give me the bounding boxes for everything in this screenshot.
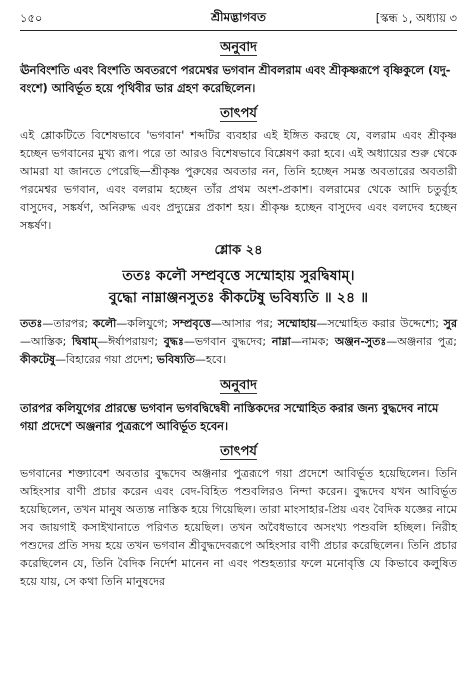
translation-text: তারপর কলিযুগের প্রারম্ভে ভগবান ভগবদ্বিদ্বেষী নাস্তিকদের সম্মোহিত করার জন্য বুদ্ধদেব নামে গয়া প্রদেশে অঞ্জনার পুত্ররূপে আবির্ভূত হবেন। xyxy=(20,401,439,433)
synonym-meaning: —হবে। xyxy=(194,353,227,366)
chapter-location: [স্কন্ধ ১, অধ্যায় ৩ xyxy=(375,11,457,25)
synonym-meaning: —ঈর্ষাপরায়ণ; xyxy=(97,335,164,348)
synonym-meaning: —কলিযুগে; xyxy=(116,317,173,330)
synonym-meaning: —আস্তিক; xyxy=(20,335,73,348)
synonym-meaning: —তারপর; xyxy=(42,317,93,330)
synonym-meaning: —বিহারের গয়া প্রদেশ; xyxy=(55,353,157,366)
word-synonyms xyxy=(20,315,457,369)
synonym-word: অঞ্জন-সুতঃ xyxy=(334,335,387,348)
book-title: শ্রীমদ্ভাগবত xyxy=(210,10,266,24)
purport-heading: তাৎপর্য xyxy=(220,444,257,459)
translation-heading: অনুবাদ xyxy=(220,378,257,393)
translation-text: ঊনবিংশতি এবং বিংশতি অবতরণে পরমেশ্বর ভগবান শ্রীবলরাম এবং শ্রীকৃষ্ণরূপে বৃষ্ণিকুলে (যদু-বংশে) আবির্ভূত হয়ে পৃথিবীর ভার গ্রহণ করেছিলেন। xyxy=(20,63,451,95)
synonym-word: বুদ্ধঃ xyxy=(163,335,184,348)
synonym-word: কীকটেষু xyxy=(20,353,56,366)
synonym-word: নাম্না xyxy=(271,335,291,348)
synonym-meaning: —আসার পর; xyxy=(210,317,278,330)
verse-line-1: ততঃ কলৌ সম্প্রবৃত্তে সম্মোহায় সুরদ্বিষাম্। xyxy=(122,268,355,284)
synonym-meaning: —অঞ্জনার পুত্র; xyxy=(386,335,458,348)
page-header xyxy=(20,6,457,31)
synonym-word: সম্প্রবৃত্তে xyxy=(172,317,211,330)
synonym-word: সম্মোহায় xyxy=(277,317,317,330)
synonym-meaning: —ভগবান বুদ্ধদেব; xyxy=(183,335,272,348)
synonym-word: দ্বিষাম্ xyxy=(72,335,98,348)
verse-line-2: বুদ্ধো নাম্নাঞ্জনসুতঃ কীকটেষু ভবিষ্যতি ॥ ২৪ ॥ xyxy=(108,290,369,306)
synonym-word: ততঃ xyxy=(20,317,43,330)
translation-heading: অনুবাদ xyxy=(220,40,257,55)
synonym-word: ভবিষ্যতি xyxy=(156,353,195,366)
verse-title: শ্লোক ২৪ xyxy=(214,243,263,258)
synonym-word: কলৌ xyxy=(92,317,117,330)
purport-heading: তাৎপর্য xyxy=(220,106,257,121)
purport-text: এই শ্লোকটিতে বিশেষভাবে 'ভগবান' শব্দটির ব্যবহার এই ইঙ্গিত করছে যে, বলরাম এবং শ্রীকৃষ্ণ হচ্ছেন ভগবানের মুখ্য রূপ। পরে তা আরও বিশেষভাবে বিশ্লেষণ করা হবে। এই অধ্যায়ের শুরু থেকে আমরা যা জানতে পেরেছি—শ্রীকৃষ্ণ পুরুষের অবতার নন, তিনি হচ্ছেন সমস্ত অবতারের অবতারী পরমেশ্বর ভগবান, এবং বলরাম হচ্ছেন তাঁর প্রথম অংশ-প্রকাশ। বলরামের থেকে আদি চতুর্ব্যূহ বাসুদেব, সঙ্কর্ষণ, অনিরুদ্ধ এবং প্রদ্যুম্নের প্রকাশ হয়। শ্রীকৃষ্ণ হচ্ছেন বাসুদেব এবং বলদেব হচ্ছেন সঙ্কর্ষণ। xyxy=(20,129,457,232)
page-number: ১৫০ xyxy=(20,11,43,25)
purport-text: ভগবানের শক্ত্যাবেশ অবতার বুদ্ধদেব অঞ্জনার পুত্ররূপে গয়া প্রদেশে আবির্ভূত হয়েছিলেন। তিনি অহিংসার বাণী প্রচার করেন এবং বেদ-বিহিত পশুবলিরও নিন্দা করেন। বুদ্ধদেব যখন আবির্ভূত হয়েছিলেন, তখন মানুষ অত্যন্ত নাস্তিক হয়ে গিয়েছিল। তারা মাংসাহার-প্রিয় এবং বৈদিক যজ্ঞের নামে সব জায়গাই কসাইখানাতে পরিণত হয়েছিল। তখন অবৈধভাবে অসংখ্য পশুবলি হচ্ছিল। নিরীহ পশুদের প্রতি সদয় হয়ে তখন ভগবান শ্রীবুদ্ধদেবরূপে অহিংসার বাণী প্রচার করেছিলেন। তিনি প্রচার করেছিলেন যে, তিনি বৈদিক নির্দেশ মানেন না এবং পশুহত্যার ফলে মনোবৃত্তি যে কিভাবে কলুষিত হয়ে যায়, সে কথা তিনি মানুষদের xyxy=(20,467,457,588)
synonym-meaning: —নামক; xyxy=(290,335,335,348)
synonym-word: সুর xyxy=(443,317,457,330)
synonym-meaning: —সম্মোহিত করার উদ্দেশ্যে; xyxy=(316,317,444,330)
